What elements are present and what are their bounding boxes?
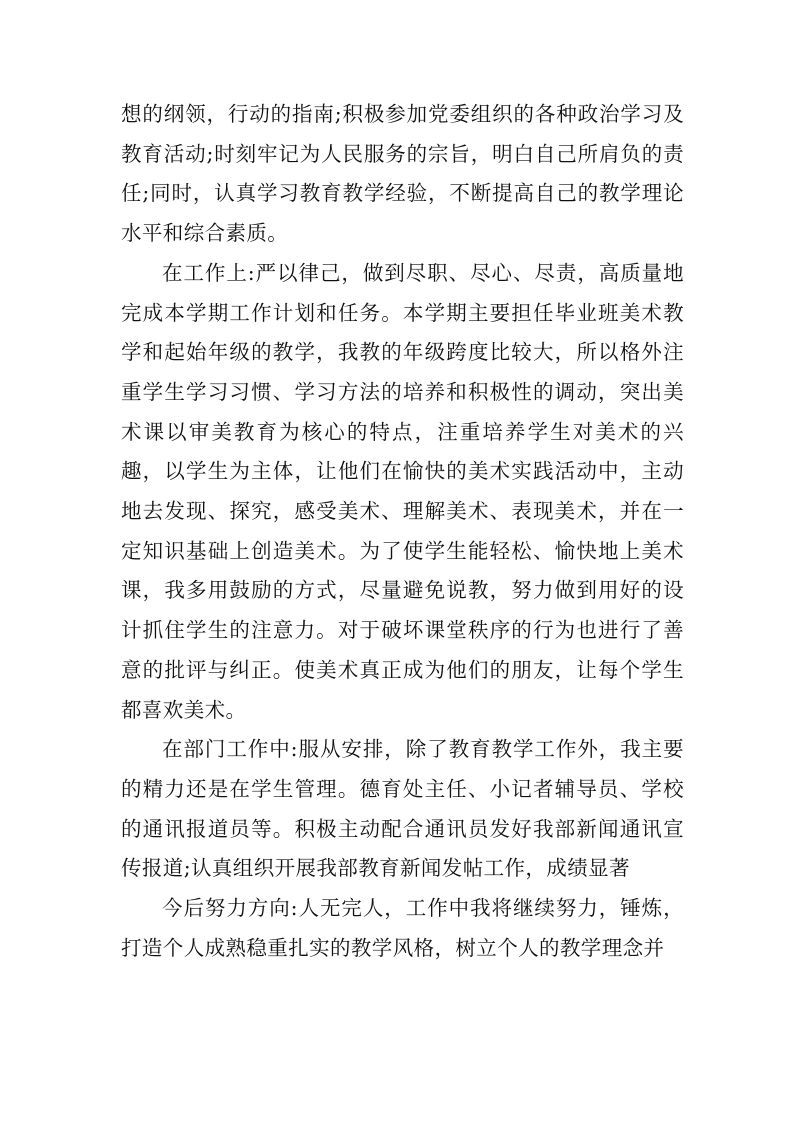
paragraph-department-work: 在部门工作中:服从安排，除了教育教学工作外，我主要的精力还是在学生管理。德育处主任、小记者辅导员、学校的通讯报道员等。积极主动配合通讯员发好我部新闻通讯宣传报道;认真组织开展我部教育新闻发帖工作，成绩显著 <box>121 737 684 881</box>
paragraph-political-study: 想的纲领，行动的指南;积极参加党委组织的各种政治学习及教育活动;时刻牢记为人民服务的宗旨，明白自己所肩负的责任;同时，认真学习教育教学经验，不断提高自己的教学理论水平和综合素质。 <box>121 102 684 246</box>
paragraph-future-direction: 今后努力方向:人无完人，工作中我将继续努力，锤炼，打造个人成熟稳重扎实的教学风格，树立个人的教学理念并 <box>121 896 684 960</box>
paragraph-work-attitude: 在工作上:严以律己，做到尽职、尽心、尽责，高质量地完成本学期工作计划和任务。本学期主要担任毕业班美术教学和起始年级的教学，我教的年级跨度比较大，所以格外注重学生学习习惯、学习方法的培养和积极性的调动，突出美术课以审美教育为核心的特点，注重培养学生对美术的兴趣，以学生为主体，让他们在愉快的美术实践活动中，主动地去发现、探究，感受美术、理解美术、表现美术，并在一定知识基础上创造美术。为了使学生能轻松、愉快地上美术课，我多用鼓励的方式，尽量避免说教，努力做到用好的设计抓住学生的注意力。对于破坏课堂秩序的行为也进行了善意的批评与纠正。使美术真正成为他们的朋友，让每个学生都喜欢美术。 <box>121 260 684 722</box>
document-body <box>121 95 684 968</box>
